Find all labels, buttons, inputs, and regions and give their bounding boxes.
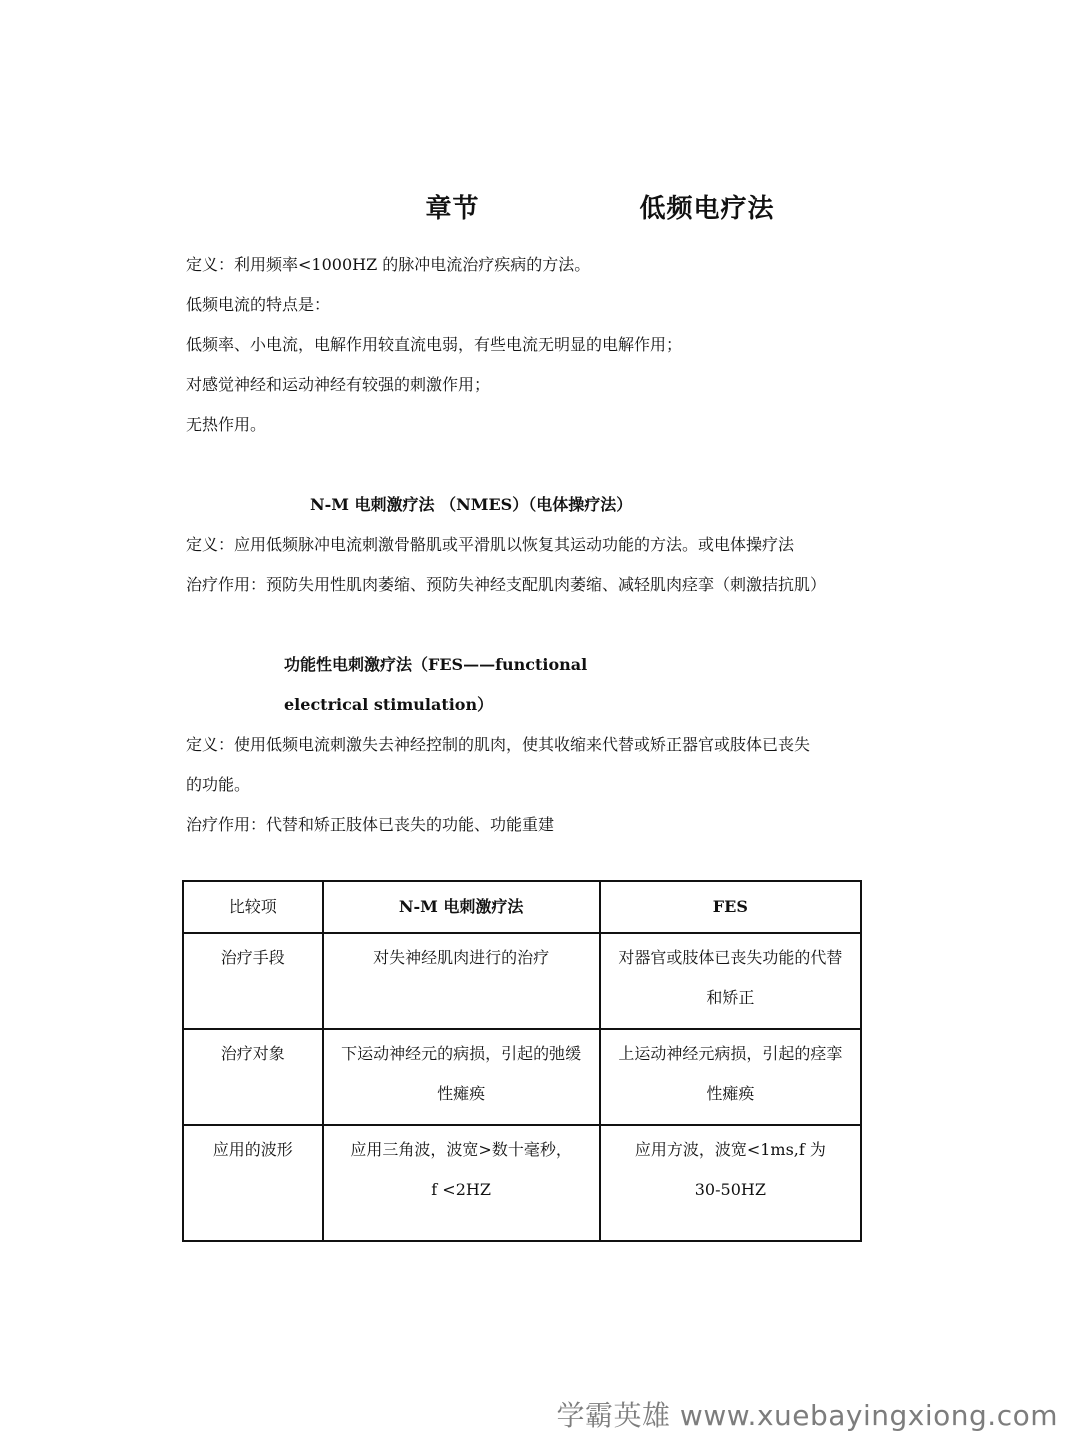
nmes-heading: N-M 电刺激疗法 （NMES）（电体操疗法） bbox=[310, 495, 633, 514]
fes-heading-line2: electrical stimulation） bbox=[284, 695, 494, 714]
watermark: 学霸英雄 www.xuebayingxiong.com bbox=[556, 1399, 1058, 1432]
intro-definition: 定义：利用频率<1000HZ 的脉冲电流治疗疾病的方法。 bbox=[186, 255, 591, 274]
table-cell: 应用三角波，波宽>数十毫秒， f <2HZ bbox=[323, 1125, 600, 1241]
fes-definition-line1: 定义：使用低频电流刺激失去神经控制的肌肉，使其收缩来代替或矫正器官或肢体已丧失 bbox=[186, 735, 811, 754]
table-cell: 应用的波形 bbox=[183, 1125, 323, 1241]
fes-heading-line1: 功能性电刺激疗法（FES——functional bbox=[284, 655, 588, 674]
comparison-table bbox=[182, 880, 862, 1242]
table-cell: 治疗手段 bbox=[183, 933, 323, 1029]
table-row bbox=[183, 1125, 861, 1241]
chapter-name: 低频电疗法 bbox=[639, 194, 775, 224]
feature-item: 对感觉神经和运动神经有较强的刺激作用； bbox=[186, 375, 491, 394]
features-heading: 低频电流的特点是： bbox=[186, 295, 331, 314]
table-header-row bbox=[183, 881, 861, 933]
table-cell: 对失神经肌肉进行的治疗 bbox=[323, 933, 600, 1029]
table-row bbox=[183, 1029, 861, 1125]
table-header-cell: FES bbox=[600, 881, 861, 933]
chapter-title bbox=[0, 188, 1080, 225]
table-cell: 治疗对象 bbox=[183, 1029, 323, 1125]
table-cell: 对器官或肢体已丧失功能的代替 和矫正 bbox=[600, 933, 861, 1029]
fes-effect: 治疗作用：代替和矫正肢体已丧失的功能、功能重建 bbox=[186, 815, 555, 834]
table-cell: 应用方波，波宽<1ms,f 为 30-50HZ bbox=[600, 1125, 861, 1241]
chapter-label: 章节 bbox=[425, 194, 480, 224]
table-cell: 上运动神经元病损，引起的痉挛 性瘫痪 bbox=[600, 1029, 861, 1125]
table-header-cell: 比较项 bbox=[183, 881, 323, 933]
nmes-definition: 定义：应用低频脉冲电流刺激骨骼肌或平滑肌以恢复其运动功能的方法。或电体操疗法 bbox=[186, 535, 795, 554]
table-cell: 下运动神经元的病损，引起的弛缓 性瘫痪 bbox=[323, 1029, 600, 1125]
table-header-cell: N-M 电刺激疗法 bbox=[323, 881, 600, 933]
fes-definition-line2: 的功能。 bbox=[186, 775, 251, 794]
nmes-effect: 治疗作用：预防失用性肌肉萎缩、预防失神经支配肌肉萎缩、减轻肌肉痉挛（刺激拮抗肌） bbox=[186, 575, 827, 594]
table-row bbox=[183, 933, 861, 1029]
feature-item: 低频率、小电流，电解作用较直流电弱，有些电流无明显的电解作用； bbox=[186, 335, 683, 354]
feature-item: 无热作用。 bbox=[186, 415, 267, 434]
